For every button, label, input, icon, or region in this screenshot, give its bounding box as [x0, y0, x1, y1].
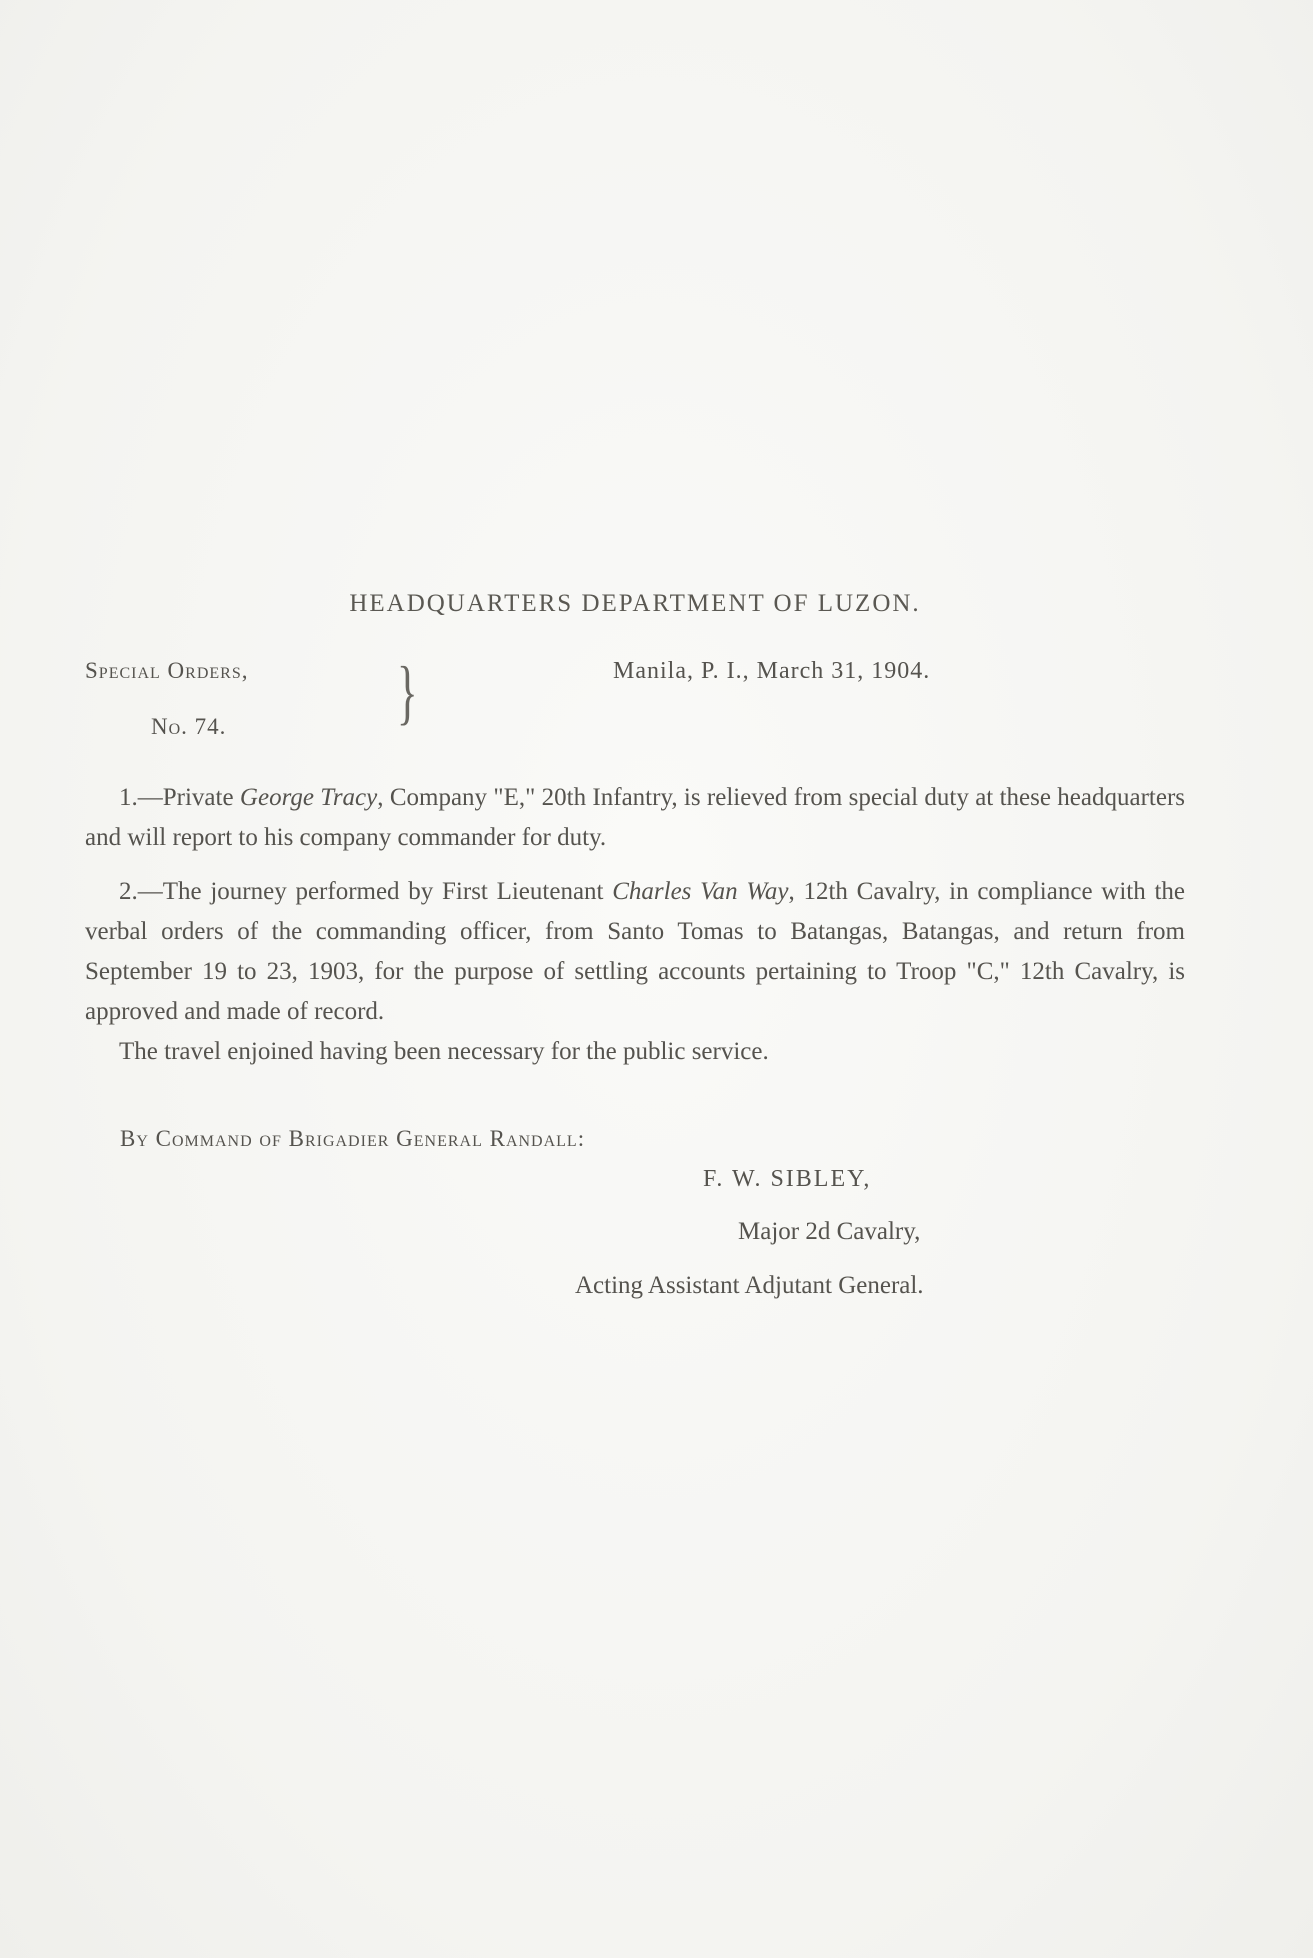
command-line: By Command of Brigadier General Randall:: [120, 1126, 586, 1151]
paragraph-2-name: Charles Van Way: [612, 878, 789, 905]
paragraph-1-prefix: 1.—Private: [119, 784, 234, 811]
special-orders-document: [85, 590, 1185, 1362]
paragraph-1-rest: , Company "E," 20th Infantry, is relieved from special duty at these headquarters and will report to his company commander for duty.: [85, 784, 1185, 851]
order-header: [85, 652, 1185, 778]
brace-mark: }: [396, 652, 418, 732]
signature-title: Acting Assistant Adjutant General.: [575, 1272, 924, 1299]
paragraph-1-name: George Tracy: [239, 784, 378, 811]
signature-rank: Major 2d Cavalry,: [738, 1218, 921, 1245]
paragraph-1: [85, 778, 1185, 858]
signature-block: [85, 1162, 1185, 1362]
signature-name: F. W. SIBLEY,: [703, 1166, 872, 1192]
order-number: No. 74.: [151, 714, 227, 739]
document-heading: HEADQUARTERS DEPARTMENT OF LUZON.: [349, 590, 921, 617]
paragraph-2-prefix: 2.—The journey performed by First Lieutenant: [119, 878, 604, 905]
paragraph-3: The travel enjoined having been necessary for the public service.: [119, 1038, 769, 1065]
place-date: Manila, P. I., March 31, 1904.: [613, 658, 931, 684]
order-label: Special Orders,: [85, 658, 249, 683]
paragraph-2-rest: , 12th Cavalry, in compliance with the verbal orders of the commanding officer, from Santo Tomas to Batangas, Batangas, and return from September 19 to 23, 1903, for the purpose of settling accounts pertaining to Troop "C," 12th Cavalry, is approved and made of record.: [85, 878, 1185, 1025]
paragraph-2: [85, 872, 1185, 1032]
